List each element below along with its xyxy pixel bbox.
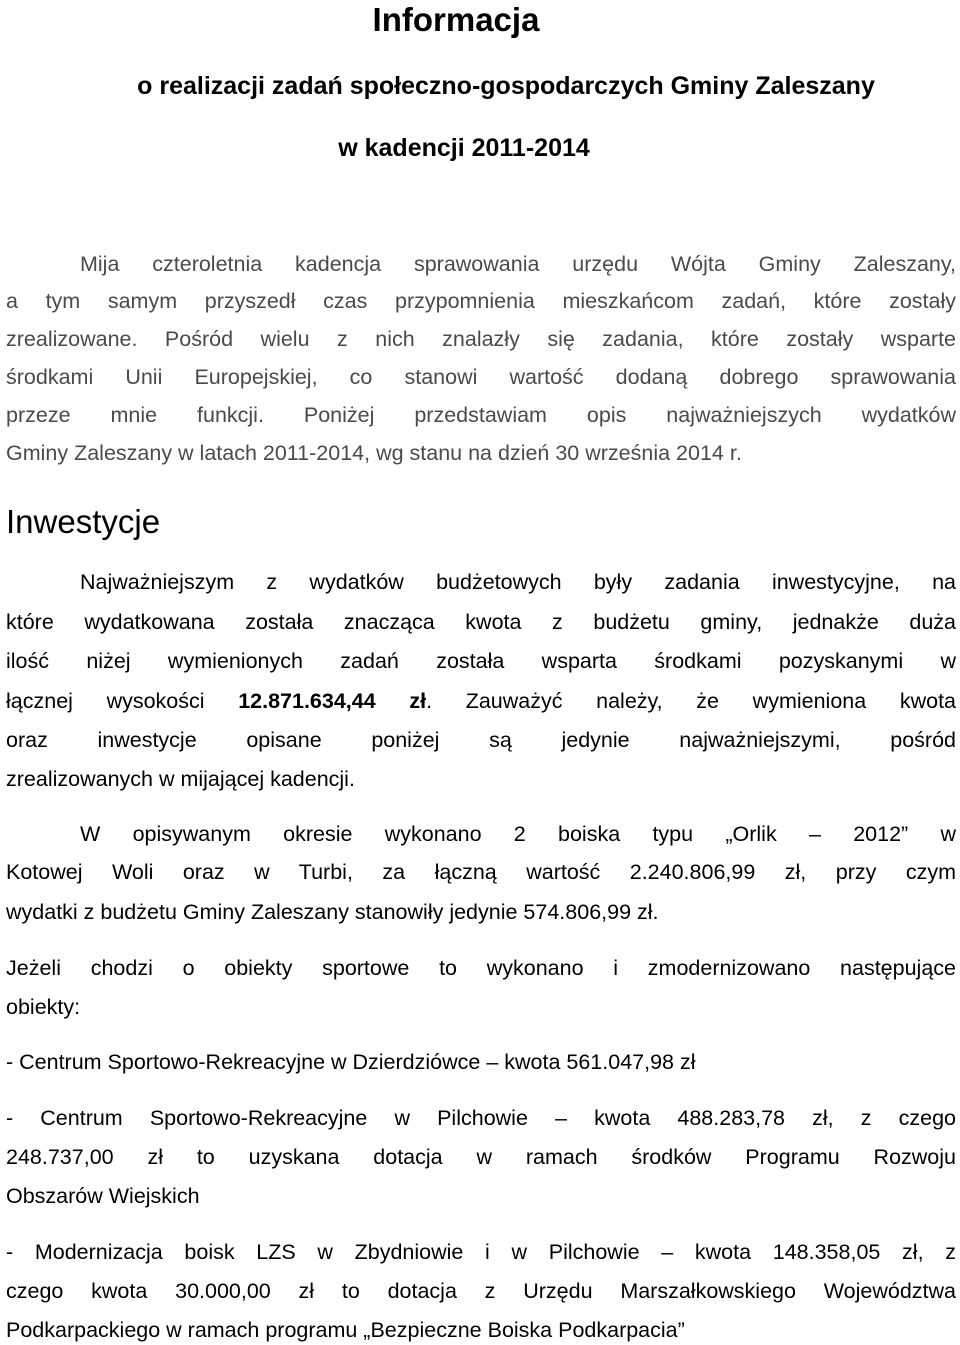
document-subtitle: o realizacji zadań społeczno-gospodarczych Gminy Zaleszany	[137, 72, 875, 100]
intro-line: zrealizowane. Pośród wielu z nich znalazły się zadania, które zostały wsparte	[6, 327, 956, 351]
paragraph-line: wydatki z budżetu Gminy Zaleszany stanowiły jedynie 574.806,99 zł.	[6, 900, 659, 924]
text-fragment: łącznej wysokości	[6, 689, 239, 713]
section-heading: Inwestycje	[6, 503, 161, 540]
paragraph-line	[6, 686, 956, 716]
list-item-continuation: 248.737,00 zł to uzyskana dotacja w ramach środków Programu Rozwoju	[6, 1145, 956, 1169]
paragraph-line: zrealizowanych w mijającej kadencji.	[6, 767, 355, 791]
intro-line: Mija czteroletnia kadencja sprawowania urzędu Wójta Gminy Zaleszany,	[80, 252, 956, 276]
document-subtitle-term: w kadencji 2011-2014	[338, 134, 590, 162]
list-item: - Centrum Sportowo-Rekreacyjne w Dzierdziówce – kwota 561.047,98 zł	[6, 1050, 696, 1074]
list-item-continuation: czego kwota 30.000,00 zł to dotacja z Urzędu Marszałkowskiego Województwa	[6, 1279, 956, 1303]
intro-line: przeze mnie funkcji. Poniżej przedstawiam opis najważniejszych wydatków	[6, 403, 956, 427]
list-item-continuation: Obszarów Wiejskich	[6, 1184, 200, 1208]
intro-line: a tym samym przyszedł czas przypomnienia mieszkańcom zadań, które zostały	[6, 289, 956, 313]
paragraph-line: W opisywanym okresie wykonano 2 boiska typu „Orlik – 2012” w	[80, 822, 956, 846]
intro-line: środkami Unii Europejskiej, co stanowi wartość dodaną dobrego sprawowania	[6, 365, 956, 389]
text-fragment: . Zauważyć należy, że wymieniona kwota	[426, 689, 957, 713]
paragraph-line: Jeżeli chodzi o obiekty sportowe to wykonano i zmodernizowano następujące	[6, 956, 956, 980]
paragraph-line: które wydatkowana została znacząca kwota z budżetu gminy, jednakże duża	[6, 610, 956, 634]
list-item-continuation: Podkarpackiego w ramach programu „Bezpieczne Boiska Podkarpacia”	[6, 1318, 685, 1342]
paragraph-line: Kotowej Woli oraz w Turbi, za łączną wartość 2.240.806,99 zł, przy czym	[6, 860, 956, 884]
paragraph-line: obiekty:	[6, 995, 81, 1019]
intro-line: Gminy Zaleszany w latach 2011-2014, wg stanu na dzień 30 września 2014 r.	[6, 441, 742, 465]
paragraph-line: ilość niżej wymienionych zadań została wsparta środkami pozyskanymi w	[6, 649, 956, 673]
list-item: - Centrum Sportowo-Rekreacyjne w Pilchowie – kwota 488.283,78 zł, z czego	[6, 1106, 956, 1130]
total-amount: 12.871.634,44 zł	[238, 689, 427, 713]
paragraph-line: oraz inwestycje opisane poniżej są jedynie najważniejszymi, pośród	[6, 728, 956, 752]
document-title: Informacja	[372, 1, 540, 38]
list-item: - Modernizacja boisk LZS w Zbydniowie i w Pilchowie – kwota 148.358,05 zł, z	[6, 1240, 956, 1264]
paragraph-line: Najważniejszym z wydatków budżetowych były zadania inwestycyjne, na	[80, 570, 956, 594]
